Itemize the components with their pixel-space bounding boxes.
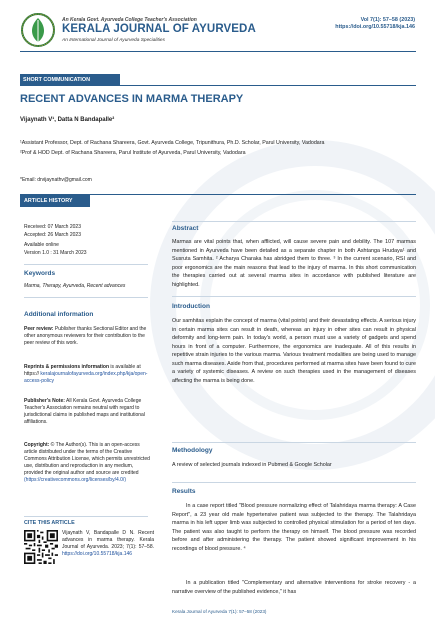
volume-info: Vol 7(1): 57–58 (2023) (360, 17, 415, 23)
citation-doi-link[interactable]: https://doi.org/10.55718/kja.146 (62, 551, 133, 557)
peer-review-block (24, 326, 150, 347)
peer-review-label: Peer review: (24, 326, 54, 332)
reprints-block (24, 364, 150, 385)
license-link[interactable]: (https://creativecommons.org/licenses/by/4.0/) (24, 477, 126, 483)
methodology-heading: Methodology (172, 447, 213, 454)
introduction-heading: Introduction (172, 303, 210, 310)
copyright-block (24, 442, 150, 484)
copyright-text: © The Author(s). This is an open-access article distributed under the terms of the Creative Commons Attribution License, which permits unrestricted use, distribution and reproduction in any medium, provided the original author and source are credited (24, 442, 150, 476)
article-authors: Vijaynath V¹, Datta N Bandapalle² (20, 117, 115, 123)
peer-review-text: Publisher thanks Sectional Editor and the other anonymous reviewers for their contribution to the peer review of this work. (24, 326, 147, 346)
keywords-text: Marma, Therapy, Ayurveda, Recent advances (24, 283, 126, 289)
abstract-heading: Abstract (172, 225, 199, 232)
copyright-label: Copyright: (24, 442, 50, 448)
version-info: Version 1.0 : 31 March 2023 (24, 250, 87, 256)
left-divider (24, 516, 148, 517)
results-heading: Results (172, 488, 196, 495)
author-email[interactable]: *Email: drvijaynathv@gmail.com (20, 177, 92, 183)
results-text-1: In a case report titled "Blood pressure normalizing effect of Talahridaya marma therapy: A Case Report", a 23 year old male hypertensive patient was subjected to the therapy. The Talahridaya marma in his left upper limb was subjected to controlled physical stimulation for a period of ten days. The patient was also taught to perform the therapy on himself. The blood pressure was recorded before and after administering the therapy. The patient showed significant improvement in his recordings of blood pressure. ⁴ (172, 503, 416, 552)
article-title: RECENT ADVANCES IN MARMA THERAPY (20, 93, 244, 105)
header-divider (20, 51, 416, 52)
methodology-text: A review of selected journals indexed in Pubmed & Google Scholar (172, 462, 332, 468)
right-divider (172, 482, 416, 483)
results-text-2: In a publication titled "Complementary and alternative interventions for stroke recovery - a narrative overview of the published evidence," it has (172, 580, 416, 595)
association-name: An Kerala Govt. Ayurveda College Teacher's Association (62, 17, 197, 23)
journal-subtitle: An International Journal of Ayurveda Specialities (62, 38, 165, 43)
journal-logo-icon (20, 12, 56, 48)
journal-title: KERALA JOURNAL OF AYURVEDA (62, 23, 256, 35)
section-divider (20, 85, 416, 86)
qr-code-icon[interactable] (24, 530, 58, 564)
right-divider (172, 442, 416, 443)
right-divider (172, 296, 416, 297)
left-divider (24, 264, 148, 265)
right-divider (172, 221, 416, 222)
received-date: Received: 07 March 2023 (24, 224, 81, 230)
citation-text: Vijaynath V, Bandapalle D N. Recent advances in marma therapy. Kerala Journal of Ayurveda. 2023; 7(1): 57–58. (62, 530, 154, 550)
reprints-label: Reprints & permissions information (24, 364, 110, 370)
reprints-link[interactable]: keralajournalofayurveda.org/index.php/kja/open-access-policy (24, 371, 148, 384)
section-label: SHORT COMMUNICATION (20, 74, 120, 85)
publisher-note-text: All Kerala Govt. Ayurveda College Teacher's Association remains neutral with regard to jurisdictional claims in published maps and institutional affiliations. (24, 398, 145, 425)
page-footer: Kerala Journal of Ayurveda 7(1): 57–58 (2023) (172, 609, 267, 614)
accepted-date: Accepted: 26 March 2023 (24, 232, 81, 238)
additional-info-heading: Additional information (24, 311, 94, 318)
introduction-text: Our samhitas explain the concept of marma (vital points) and their devastating effects. A serious injury in certain marma sites can result in death, whereas an injury in other sites can result in physical deformity and long-term pain. In today's world, a person must use a variety of gadgets and spend hours in front of a computer. Furthermore, the ergonomics are inadequate. All of this results in repetitive strain injuries to the various marma. Various treatment modalities are being used to manage such marma diseases. Aside from that, procedures performed at marma sites have been found to cure a variety of systemic diseases. A review on such therapies used in the management of diseases affecting the marma is being done. (172, 318, 416, 384)
citation-block (62, 530, 154, 558)
cite-heading: CITE THIS ARTICLE (24, 520, 75, 526)
article-history-label: ARTICLE HISTORY (20, 195, 90, 207)
left-divider (24, 297, 148, 298)
affiliation-2: ²Prof & HOD Dept. of Rachana Shareera, Parul Institute of Ayurveda, Parul University, Vadodara (20, 150, 246, 156)
abstract-text: Marmas are vital points that, when afflicted, will cause severe pain and debility. The 107 marmas mentioned in Ayurveda have been detailed as a separate chapter in both Ashtanga Hrudaya¹ and Susruta Samhita. ² Acharya Charaka has abridged them to three. ³ In the current scenario, RSI and poor ergonomics are the main reasons that lead to the injury of marma. In this short communication the therapies carried out at several marma sites in accordance with published literature are highlighted. (172, 239, 416, 288)
doi-link[interactable]: https://doi.org/10.55718/kja.146 (335, 24, 415, 30)
publisher-note-block (24, 398, 150, 426)
available-online: Available online (24, 242, 59, 248)
keywords-heading: Keywords (24, 270, 56, 277)
watermark-seal-inner (200, 190, 430, 420)
publisher-note-label: Publisher's Note: (24, 398, 65, 404)
affiliation-1: ¹Assistant Professor, Dept. of Rachana Shareera, Govt. Ayurveda College, Tripunithura, Ph.D. Scholar, Parul University, Vadodara (20, 140, 325, 146)
reprints-text: is available at https:// (24, 364, 141, 377)
